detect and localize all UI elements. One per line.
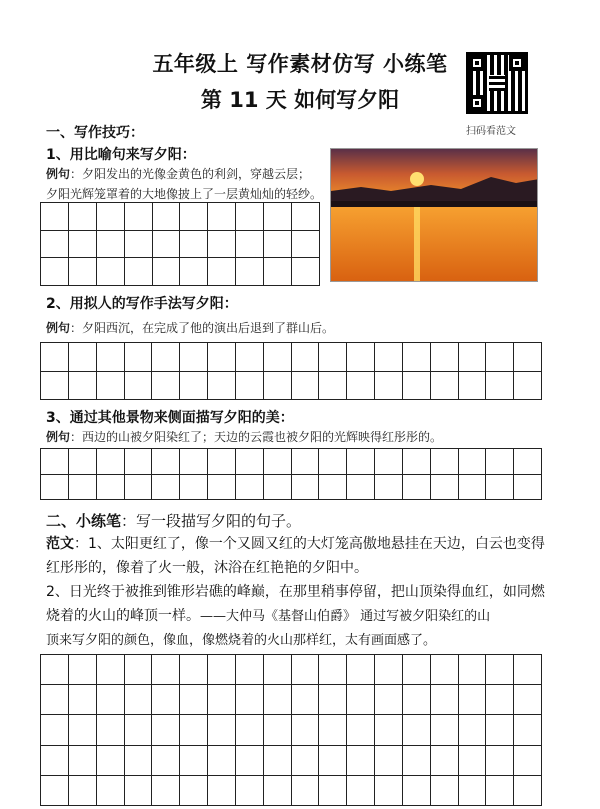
grid-cell[interactable] (97, 715, 125, 745)
grid-cell[interactable] (292, 776, 320, 806)
grid-cell[interactable] (41, 655, 69, 685)
grid-cell[interactable] (41, 776, 69, 806)
model-text: 红彤彤的，像着了火一般，沐浴在红艳艳的夕阳中。 (46, 560, 368, 576)
grid-cell[interactable] (319, 343, 347, 372)
grid-cell[interactable] (264, 372, 292, 401)
grid-cell[interactable] (459, 343, 487, 372)
grid-cell[interactable] (292, 449, 320, 475)
section-heading-1: 一、写作技巧： (46, 125, 144, 141)
grid-cell[interactable] (431, 372, 459, 401)
grid-cell[interactable] (41, 715, 69, 745)
grid-cell[interactable] (292, 258, 320, 286)
grid-cell[interactable] (152, 776, 180, 806)
grid-cell[interactable] (41, 449, 69, 475)
grid-cell[interactable] (69, 655, 97, 685)
grid-cell[interactable] (514, 715, 542, 745)
grid-cell[interactable] (292, 475, 320, 501)
grid-cell[interactable] (403, 746, 431, 776)
grid-cell[interactable] (41, 475, 69, 501)
grid-cell[interactable] (514, 746, 542, 776)
grid-cell[interactable] (264, 685, 292, 715)
grid-cell[interactable] (125, 372, 153, 401)
grid-cell[interactable] (97, 203, 125, 231)
grid-cell[interactable] (459, 475, 487, 501)
grid-cell[interactable] (69, 231, 97, 259)
grid-cell[interactable] (375, 449, 403, 475)
example-label: 例句 (46, 321, 71, 335)
grid-cell[interactable] (459, 685, 487, 715)
example-text: ：西边的山被夕阳染红了；天边的云霞也被夕阳的光辉映得红彤彤的。 (70, 430, 443, 444)
grid-cell[interactable] (347, 746, 375, 776)
grid-cell[interactable] (97, 231, 125, 259)
grid-cell[interactable] (180, 685, 208, 715)
grid-cell[interactable] (180, 449, 208, 475)
item3-heading: 3、通过其他景物来侧面描写夕阳的美： (46, 410, 294, 426)
grid-cell[interactable] (486, 715, 514, 745)
qr-pattern (489, 75, 505, 91)
grid-cell[interactable] (486, 372, 514, 401)
grid-cell[interactable] (486, 776, 514, 806)
grid-cell[interactable] (236, 372, 264, 401)
grid-cell[interactable] (459, 776, 487, 806)
grid-cell[interactable] (514, 343, 542, 372)
grid-cell[interactable] (236, 449, 264, 475)
grid-cell[interactable] (180, 231, 208, 259)
grid-cell[interactable] (125, 475, 153, 501)
grid-cell[interactable] (41, 231, 69, 259)
grid-cell[interactable] (180, 475, 208, 501)
writing-grid-2[interactable] (40, 342, 542, 400)
page-subtitle: 第 11 天 如何写夕阳 (200, 88, 400, 112)
grid-cell[interactable] (125, 203, 153, 231)
grid-cell[interactable] (264, 776, 292, 806)
grid-cell[interactable] (208, 449, 236, 475)
grid-cell[interactable] (69, 258, 97, 286)
grid-cell[interactable] (486, 449, 514, 475)
grid-cell[interactable] (69, 715, 97, 745)
grid-cell[interactable] (180, 343, 208, 372)
grid-cell[interactable] (69, 746, 97, 776)
grid-cell[interactable] (97, 372, 125, 401)
section-heading-2 (46, 510, 301, 531)
grid-cell[interactable] (97, 475, 125, 501)
grid-cell[interactable] (319, 449, 347, 475)
grid-cell[interactable] (347, 776, 375, 806)
grid-cell[interactable] (180, 655, 208, 685)
grid-cell[interactable] (292, 655, 320, 685)
grid-cell[interactable] (459, 372, 487, 401)
grid-cell[interactable] (319, 715, 347, 745)
grid-cell[interactable] (208, 776, 236, 806)
grid-cell[interactable] (375, 343, 403, 372)
grid-cell[interactable] (180, 776, 208, 806)
model-quote: ——大仲马《基督山伯爵》 通过写被夕阳染红的山 (200, 609, 491, 624)
grid-cell[interactable] (403, 449, 431, 475)
grid-cell[interactable] (69, 685, 97, 715)
grid-cell[interactable] (152, 475, 180, 501)
grid-cell[interactable] (375, 776, 403, 806)
grid-cell[interactable] (459, 449, 487, 475)
grid-cell[interactable] (236, 715, 264, 745)
grid-cell[interactable] (208, 372, 236, 401)
grid-cell[interactable] (180, 372, 208, 401)
grid-cell[interactable] (153, 258, 181, 286)
grid-cell[interactable] (319, 372, 347, 401)
model-text: ：1、太阳更红了，像一个又圆又红的大灯笼高傲地悬挂在天边，白云也变得 (74, 536, 545, 552)
grid-cell[interactable] (152, 685, 180, 715)
grid-cell[interactable] (208, 343, 236, 372)
grid-cell[interactable] (514, 449, 542, 475)
grid-cell[interactable] (459, 655, 487, 685)
grid-cell[interactable] (403, 343, 431, 372)
writing-grid-4[interactable] (40, 654, 542, 806)
grid-cell[interactable] (69, 372, 97, 401)
grid-cell[interactable] (375, 475, 403, 501)
grid-cell[interactable] (236, 655, 264, 685)
grid-cell[interactable] (208, 203, 236, 231)
grid-cell[interactable] (347, 715, 375, 745)
grid-cell[interactable] (97, 343, 125, 372)
grid-cell[interactable] (264, 715, 292, 745)
example-label: 例句 (46, 430, 71, 444)
grid-cell[interactable] (264, 231, 292, 259)
grid-cell[interactable] (41, 372, 69, 401)
grid-cell[interactable] (264, 655, 292, 685)
model-essay (46, 532, 556, 653)
qr-code-icon[interactable] (466, 52, 528, 114)
grid-cell[interactable] (292, 203, 320, 231)
model-text: 2、日光终于被推到锥形岩礁的峰巅，在那里稍事停留，把山顶染得血红，如同燃 (46, 584, 545, 600)
grid-cell[interactable] (236, 475, 264, 501)
grid-cell[interactable] (180, 203, 208, 231)
grid-cell[interactable] (69, 343, 97, 372)
grid-cell[interactable] (236, 258, 264, 286)
grid-cell[interactable] (431, 685, 459, 715)
grid-cell[interactable] (41, 258, 69, 286)
grid-cell[interactable] (486, 746, 514, 776)
example-text: ：夕阳西沉，在完成了他的演出后退到了群山后。 (70, 321, 335, 335)
grid-cell[interactable] (292, 372, 320, 401)
grid-cell[interactable] (459, 746, 487, 776)
model-label: 范文 (46, 536, 74, 552)
grid-cell[interactable] (208, 231, 236, 259)
grid-cell[interactable] (292, 715, 320, 745)
grid-cell[interactable] (69, 449, 97, 475)
grid-cell[interactable] (292, 343, 320, 372)
grid-cell[interactable] (375, 715, 403, 745)
grid-cell[interactable] (514, 655, 542, 685)
grid-cell[interactable] (180, 258, 208, 286)
grid-cell[interactable] (347, 475, 375, 501)
grid-cell[interactable] (97, 746, 125, 776)
grid-cell[interactable] (319, 655, 347, 685)
grid-cell[interactable] (347, 372, 375, 401)
grid-cell[interactable] (347, 449, 375, 475)
grid-cell[interactable] (208, 685, 236, 715)
grid-cell[interactable] (347, 655, 375, 685)
grid-cell[interactable] (514, 685, 542, 715)
item2-example (46, 318, 334, 338)
grid-cell[interactable] (319, 685, 347, 715)
grid-cell[interactable] (125, 776, 153, 806)
grid-cell[interactable] (431, 449, 459, 475)
grid-cell[interactable] (431, 655, 459, 685)
grid-cell[interactable] (41, 343, 69, 372)
qr-corner (509, 55, 525, 71)
grid-cell[interactable] (69, 475, 97, 501)
grid-cell[interactable] (264, 203, 292, 231)
grid-cell[interactable] (236, 231, 264, 259)
grid-cell[interactable] (264, 475, 292, 501)
grid-cell[interactable] (264, 449, 292, 475)
grid-cell[interactable] (152, 746, 180, 776)
grid-cell[interactable] (125, 715, 153, 745)
grid-cell[interactable] (375, 655, 403, 685)
grid-cell[interactable] (208, 475, 236, 501)
grid-cell[interactable] (41, 746, 69, 776)
grid-cell[interactable] (514, 776, 542, 806)
sunset-photo (330, 148, 538, 282)
grid-cell[interactable] (236, 776, 264, 806)
grid-cell[interactable] (514, 475, 542, 501)
grid-cell[interactable] (403, 655, 431, 685)
grid-cell[interactable] (264, 258, 292, 286)
grid-cell[interactable] (431, 776, 459, 806)
grid-cell[interactable] (319, 776, 347, 806)
example-text: ：夕阳发出的光像金黄色的利剑，穿越云层； (70, 167, 311, 181)
grid-cell[interactable] (152, 715, 180, 745)
grid-cell[interactable] (97, 449, 125, 475)
writing-grid-3[interactable] (40, 448, 542, 500)
grid-cell[interactable] (125, 449, 153, 475)
grid-cell[interactable] (375, 372, 403, 401)
grid-cell[interactable] (347, 685, 375, 715)
grid-cell[interactable] (236, 746, 264, 776)
item3-example (46, 427, 442, 447)
grid-cell[interactable] (125, 746, 153, 776)
grid-cell[interactable] (97, 258, 125, 286)
grid-cell[interactable] (180, 715, 208, 745)
grid-cell[interactable] (208, 715, 236, 745)
section2-title: 二、小练笔 (46, 512, 122, 530)
grid-cell[interactable] (403, 685, 431, 715)
section2-suffix: ：写一段描写夕阳的句子。 (121, 512, 302, 530)
writing-grid-1[interactable] (40, 202, 320, 286)
grid-cell[interactable] (125, 231, 153, 259)
grid-cell[interactable] (431, 475, 459, 501)
grid-cell[interactable] (514, 372, 542, 401)
grid-cell[interactable] (292, 746, 320, 776)
grid-cell[interactable] (459, 715, 487, 745)
grid-cell[interactable] (41, 685, 69, 715)
grid-cell[interactable] (375, 685, 403, 715)
grid-cell[interactable] (208, 655, 236, 685)
grid-cell[interactable] (486, 343, 514, 372)
model-text: 烧着的火山的峰顶一样。 (46, 608, 200, 624)
grid-cell[interactable] (236, 685, 264, 715)
grid-cell[interactable] (153, 203, 181, 231)
grid-cell[interactable] (41, 203, 69, 231)
grid-cell[interactable] (347, 343, 375, 372)
qr-corner (469, 55, 485, 71)
model-quote: 顶来写夕阳的颜色，像血，像燃烧着的火山那样红，太有画面感了。 (46, 633, 437, 648)
grid-cell[interactable] (319, 746, 347, 776)
grid-cell[interactable] (319, 475, 347, 501)
example-text: 夕阳光辉笼罩着的大地像披上了一层黄灿灿的轻纱。 (46, 187, 323, 201)
grid-cell[interactable] (292, 231, 320, 259)
grid-cell[interactable] (236, 203, 264, 231)
grid-cell[interactable] (152, 372, 180, 401)
grid-cell[interactable] (292, 685, 320, 715)
grid-cell[interactable] (403, 372, 431, 401)
grid-cell[interactable] (236, 343, 264, 372)
item2-heading: 2、用拟人的写作手法写夕阳： (46, 296, 238, 312)
page-title: 五年级上 写作素材仿写 小练笔 (152, 52, 448, 76)
item1-heading: 1、用比喻句来写夕阳： (46, 147, 196, 163)
grid-cell[interactable] (403, 715, 431, 745)
grid-cell[interactable] (69, 776, 97, 806)
qr-label: 扫码看范文 (466, 126, 516, 137)
grid-cell[interactable] (486, 655, 514, 685)
grid-cell[interactable] (431, 715, 459, 745)
grid-cell[interactable] (69, 203, 97, 231)
grid-cell[interactable] (152, 655, 180, 685)
item1-example (46, 164, 326, 204)
grid-cell[interactable] (208, 258, 236, 286)
grid-cell[interactable] (208, 746, 236, 776)
grid-cell[interactable] (403, 475, 431, 501)
grid-cell[interactable] (486, 685, 514, 715)
qr-corner (469, 95, 485, 111)
grid-cell[interactable] (97, 776, 125, 806)
grid-cell[interactable] (152, 343, 180, 372)
grid-cell[interactable] (97, 655, 125, 685)
grid-cell[interactable] (152, 449, 180, 475)
grid-cell[interactable] (431, 343, 459, 372)
grid-cell[interactable] (125, 343, 153, 372)
grid-cell[interactable] (486, 475, 514, 501)
grid-cell[interactable] (125, 258, 153, 286)
example-label: 例句 (46, 167, 71, 181)
grid-cell[interactable] (180, 746, 208, 776)
grid-cell[interactable] (153, 231, 181, 259)
grid-cell[interactable] (125, 685, 153, 715)
grid-cell[interactable] (264, 343, 292, 372)
grid-cell[interactable] (264, 746, 292, 776)
grid-cell[interactable] (97, 685, 125, 715)
grid-cell[interactable] (375, 746, 403, 776)
grid-cell[interactable] (403, 776, 431, 806)
grid-cell[interactable] (431, 746, 459, 776)
grid-cell[interactable] (125, 655, 153, 685)
